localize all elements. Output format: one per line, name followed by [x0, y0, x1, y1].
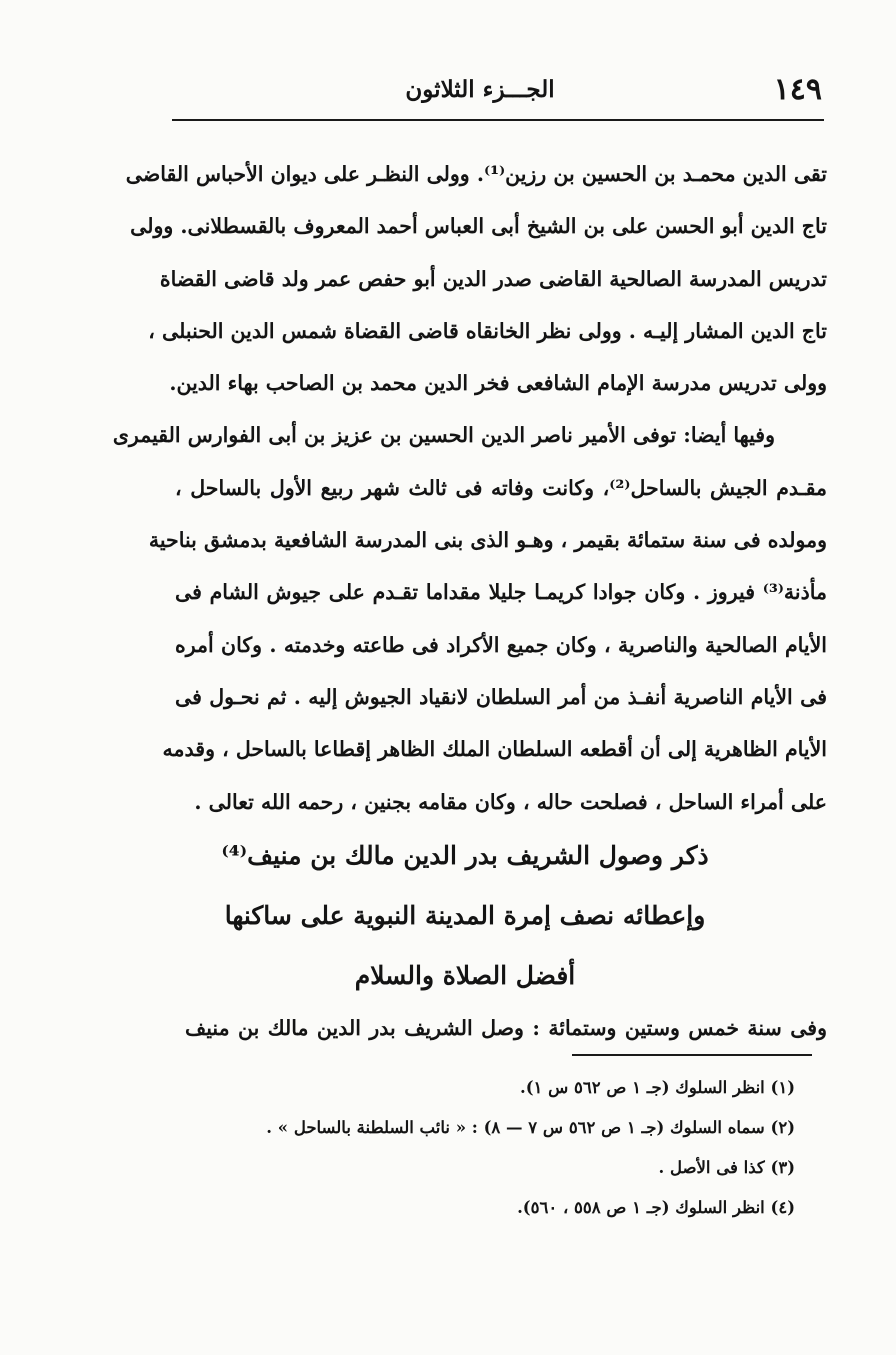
body-line: فى الأيام الناصرية أنفـذ من أمر السلطان لانقياد الجيوش إليه . ثم نحـول فى	[175, 684, 827, 709]
footnotes	[240, 1068, 795, 1228]
heading-line: ذكر وصول الشريف بدر الدين مالك بن منيف⁽⁴⁾	[221, 841, 709, 870]
body-line: ومولده فى سنة ستمائة بقيمر ، وهـو الذى بنى المدرسة الشافعية بدمشق بناحية	[148, 528, 827, 553]
closing-paragraph	[185, 1002, 827, 1054]
body-line: تاج الدين المشار إليـه . وولى نظر الخانقاه قاضى القضاة شمس الدين الحنبلى ،	[148, 318, 827, 343]
section-heading	[200, 826, 730, 1006]
page-number: ١٤٩	[773, 72, 822, 107]
footnote-2: (٢) سماه السلوك (جـ ١ ص ٥٦٢ س ٧ — ٨) : « نائب السلطنة بالساحل » .	[266, 1118, 795, 1137]
running-head: الجـــزء الثلاثون	[405, 76, 555, 103]
body-line: وولى تدريس مدرسة الإمام الشافعى فخر الدين محمد بن الصاحب بهاء الدين.	[169, 371, 827, 396]
body-line: وفيها أيضا: توفى الأمير ناصر الدين الحسين بن عزيز بن أبى الفوارس القيمرى	[112, 423, 775, 448]
footnote-4: (٤) انظر السلوك (جـ ١ ص ٥٥٨ ، ٥٦٠).	[517, 1198, 795, 1217]
footnote-1: (١) انظر السلوك (جـ ١ ص ٥٦٢ س ١).	[519, 1078, 795, 1097]
body-line: مأذنة⁽³⁾ فيروز . وكان جوادا كريمـا جليلا مقداما تقـدم على جيوش الشام فى	[175, 580, 827, 605]
heading-line: أفضل الصلاة والسلام	[354, 961, 576, 990]
body-line: تدريس المدرسة الصالحية القاضى صدر الدين أبو حفص عمر ولد قاضى القضاة	[159, 266, 827, 291]
body-line: مقـدم الجيش بالساحل⁽²⁾، وكانت وفاته فى ثالث شهر ربيع الأول بالساحل ،	[175, 475, 827, 500]
footnote-rule	[572, 1054, 812, 1056]
footnote-3: (٣) كذا فى الأصل .	[658, 1158, 795, 1177]
body-line: على أمراء الساحل ، فصلحت حاله ، وكان مقامه بجنين ، رحمه الله تعالى .	[194, 789, 827, 814]
heading-line: وإعطائه نصف إمرة المدينة النبوية على ساكنها	[224, 901, 706, 930]
body-line: الأيام الظاهرية إلى أن أقطعه السلطان الملك الظاهر إقطاعا بالساحل ، وقدمه	[162, 737, 827, 762]
body-text	[112, 148, 827, 828]
body-line: الأيام الصالحية والناصرية ، وكان جميع الأكراد فى طاعته وخدمته . وكان أمره	[175, 632, 827, 657]
body-line: تاج الدين أبو الحسن على بن الشيخ أبى العباس أحمد المعروف بالقسطلانى. وولى	[130, 214, 827, 239]
body-line: تقى الدين محمـد بن الحسين بن رزين⁽¹⁾. وولى النظـر على ديوان الأحباس القاضى	[125, 162, 827, 186]
header-rule	[172, 119, 824, 121]
body-line: وفى سنة خمس وستين وستمائة : وصل الشريف بدر الدين مالك بن منيف	[185, 1016, 827, 1040]
